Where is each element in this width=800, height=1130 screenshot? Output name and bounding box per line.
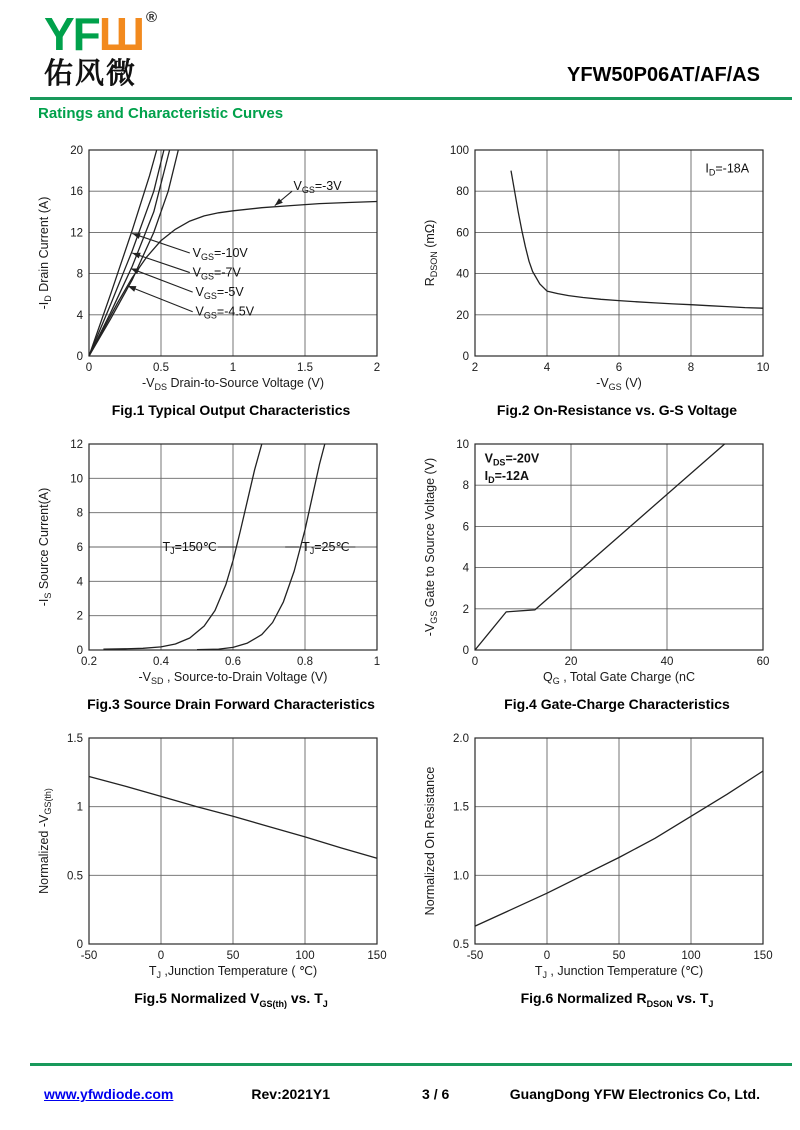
svg-text:VGS=-4.5V: VGS=-4.5V (195, 304, 255, 321)
svg-text:20: 20 (70, 144, 83, 157)
charts-grid (0, 122, 800, 1009)
svg-text:-50: -50 (80, 949, 98, 962)
svg-text:8: 8 (687, 361, 695, 374)
svg-text:20: 20 (456, 309, 469, 322)
svg-text:TJ , Junction Temperature (℃): TJ , Junction Temperature (℃) (534, 963, 704, 980)
svg-text:0.2: 0.2 (81, 655, 97, 668)
svg-text:100: 100 (449, 144, 469, 157)
fig1-plot (35, 138, 387, 394)
part-number: YFW50P06AT/AF/AS (567, 63, 760, 86)
fig3-svg (35, 432, 387, 688)
svg-text:VDS=-20V: VDS=-20V (484, 451, 540, 468)
svg-text:20: 20 (564, 655, 578, 668)
svg-text:0.5: 0.5 (67, 870, 83, 883)
svg-text:0: 0 (462, 644, 469, 657)
svg-text:-VGS (V): -VGS (V) (596, 375, 642, 392)
fig2-svg (421, 138, 773, 394)
fig6-caption: Fig.6 Normalized $R_{DSON}$ vs. $T_J$ (520, 989, 714, 1009)
svg-text:8: 8 (76, 507, 83, 520)
svg-text:150: 150 (367, 949, 387, 962)
svg-text:-VGS Gate to Source Voltage (V: -VGS Gate to Source Voltage (V) (423, 457, 439, 637)
svg-text:4: 4 (76, 576, 83, 589)
svg-text:60: 60 (756, 655, 770, 668)
fig4-caption: Fig.4 Gate-Charge Characteristics (504, 695, 730, 712)
svg-text:TJ=25℃: TJ=25℃ (302, 539, 350, 556)
page-header (0, 0, 800, 91)
svg-text:Normalized On Resistance: Normalized On Resistance (423, 766, 437, 916)
svg-text:1.5: 1.5 (453, 801, 469, 814)
fig5-svg (35, 726, 387, 982)
svg-text:0: 0 (462, 350, 469, 363)
svg-text:2: 2 (373, 361, 381, 374)
svg-text:0: 0 (76, 350, 83, 363)
page-footer (0, 1063, 800, 1102)
svg-text:0: 0 (85, 361, 93, 374)
svg-text:TJ=150℃: TJ=150℃ (162, 539, 217, 556)
figure-4 (416, 432, 778, 712)
svg-text:4: 4 (76, 309, 83, 322)
svg-text:0: 0 (471, 655, 479, 668)
fig2-plot (421, 138, 773, 394)
website-link[interactable]: www.yfwdiode.com (44, 1086, 174, 1102)
svg-text:8: 8 (76, 268, 83, 281)
svg-text:QG , Total Gate Charge (nC: QG , Total Gate Charge (nC (542, 669, 696, 686)
svg-text:8: 8 (462, 480, 469, 493)
svg-text:RDSON (mΩ): RDSON (mΩ) (423, 219, 439, 287)
svg-text:ID=-18A: ID=-18A (705, 161, 750, 178)
figure-2 (416, 138, 778, 418)
svg-text:4: 4 (543, 361, 551, 374)
fig1-caption: Fig.1 Typical Output Characteristics (111, 401, 351, 418)
svg-text:10: 10 (70, 473, 83, 486)
svg-text:0: 0 (76, 938, 83, 951)
footer-row (0, 1066, 800, 1102)
svg-text:Normalized -VGS(th): Normalized -VGS(th) (37, 788, 53, 894)
svg-text:10: 10 (456, 438, 469, 451)
fig4-plot (421, 432, 773, 688)
svg-text:0.4: 0.4 (153, 655, 169, 668)
svg-text:0.6: 0.6 (225, 655, 241, 668)
figure-6 (416, 726, 778, 1009)
svg-text:40: 40 (456, 268, 469, 281)
svg-text:150: 150 (753, 949, 773, 962)
svg-text:0: 0 (157, 949, 165, 962)
svg-text:6: 6 (615, 361, 623, 374)
svg-text:2: 2 (462, 603, 469, 616)
revision-label: Rev:2021Y1 (251, 1086, 331, 1102)
svg-text:0.5: 0.5 (153, 361, 169, 374)
svg-text:1.0: 1.0 (453, 870, 469, 883)
svg-text:50: 50 (226, 949, 240, 962)
svg-text:100: 100 (295, 949, 315, 962)
svg-text:1: 1 (229, 361, 237, 374)
svg-text:60: 60 (456, 227, 469, 240)
svg-text:0: 0 (76, 644, 83, 657)
svg-text:6: 6 (76, 541, 83, 554)
svg-text:12: 12 (70, 438, 83, 451)
svg-text:40: 40 (660, 655, 674, 668)
svg-text:-50: -50 (466, 949, 484, 962)
svg-text:6: 6 (462, 521, 469, 534)
svg-text:80: 80 (456, 186, 469, 199)
company-name: GuangDong YFW Electronics Co, Ltd. (509, 1086, 760, 1102)
fig6-plot (421, 726, 773, 982)
registered-trademark-icon: ® (146, 9, 158, 26)
header-divider (30, 97, 792, 100)
logo-mark-icon: Ш (98, 8, 145, 60)
fig5-plot (35, 726, 387, 982)
logo-chinese-name: 佑风微 (44, 58, 138, 90)
fig4-svg (421, 432, 773, 688)
fig1-svg (35, 138, 387, 394)
svg-text:-IS Source Current(A): -IS Source Current(A) (37, 487, 53, 607)
svg-text:12: 12 (70, 227, 83, 240)
figure-3 (30, 432, 392, 712)
svg-text:VGS=-10V: VGS=-10V (192, 245, 248, 262)
svg-text:100: 100 (681, 949, 701, 962)
svg-text:2.0: 2.0 (453, 732, 469, 745)
fig5-caption: Fig.5 Normalized $V_{GS(th)}$ vs. $T_J$ (134, 989, 328, 1009)
svg-text:1.5: 1.5 (297, 361, 313, 374)
svg-text:4: 4 (462, 562, 469, 575)
fig3-caption: Fig.3 Source Drain Forward Characteristics (87, 695, 375, 712)
svg-text:-VDS Drain-to-Source Voltage: -VDS Drain-to-Source Voltage (V) (141, 375, 325, 392)
svg-text:16: 16 (70, 186, 83, 199)
svg-text:1.5: 1.5 (67, 732, 83, 745)
logo-yf-text: YF (44, 8, 99, 60)
svg-text:1: 1 (373, 655, 381, 668)
svg-text:2: 2 (76, 610, 83, 623)
svg-text:1: 1 (76, 801, 83, 814)
svg-text:VGS=-3V: VGS=-3V (293, 178, 342, 195)
svg-text:VGS=-7V: VGS=-7V (192, 265, 241, 282)
fig6-svg (421, 726, 773, 982)
svg-text:50: 50 (612, 949, 626, 962)
svg-text:0: 0 (543, 949, 551, 962)
svg-text:VGS=-5V: VGS=-5V (195, 285, 244, 302)
svg-text:10: 10 (756, 361, 770, 374)
svg-text:0.8: 0.8 (297, 655, 313, 668)
fig3-plot (35, 432, 387, 688)
company-logo (44, 8, 764, 60)
svg-text:TJ ,Junction Temperature ( ℃): TJ ,Junction Temperature ( ℃) (148, 963, 318, 980)
fig2-caption: Fig.2 On-Resistance vs. G-S Voltage (496, 401, 738, 418)
figure-1 (30, 138, 392, 418)
page-number: 3 / 6 (422, 1086, 450, 1102)
svg-text:-ID Drain Current (A): -ID Drain Current (A) (37, 196, 53, 310)
svg-text:2: 2 (471, 361, 479, 374)
svg-text:-VSD , Source-to-Drain Voltage: -VSD , Source-to-Drain Voltage (V) (138, 669, 328, 686)
svg-text:0.5: 0.5 (453, 938, 469, 951)
svg-text:ID=-12A: ID=-12A (484, 468, 529, 485)
section-title: Ratings and Characteristic Curves (38, 104, 284, 122)
figure-5 (30, 726, 392, 1009)
